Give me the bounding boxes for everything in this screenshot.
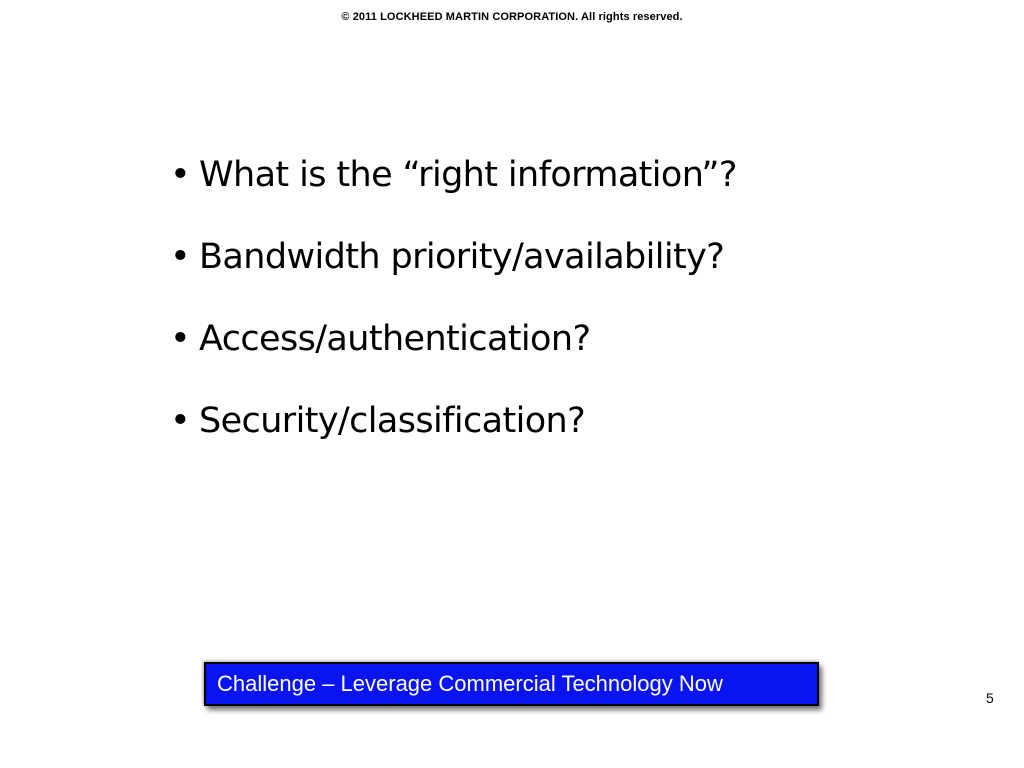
challenge-callout-text: Challenge – Leverage Commercial Technology Now [217, 671, 723, 696]
bullet-icon: • [170, 319, 191, 359]
bullet-icon: • [170, 237, 191, 277]
bullet-text: Access/authentication? [199, 319, 591, 359]
bullet-text: What is the “right information”? [199, 155, 737, 195]
bullet-list [170, 155, 930, 483]
bullet-item-right-information [170, 155, 930, 237]
copyright-notice: © 2011 LOCKHEED MARTIN CORPORATION. All rights reserved. [341, 11, 683, 23]
bullet-item-bandwidth [170, 237, 930, 319]
page-number: 5 [986, 690, 994, 706]
bullet-icon: • [170, 155, 191, 195]
bullet-item-access [170, 319, 930, 401]
bullet-text: Bandwidth priority/availability? [199, 237, 725, 277]
bullet-text: Security/classification? [199, 401, 586, 441]
bullet-icon: • [170, 401, 191, 441]
bullet-item-security [170, 401, 930, 483]
challenge-callout-box [204, 662, 819, 706]
